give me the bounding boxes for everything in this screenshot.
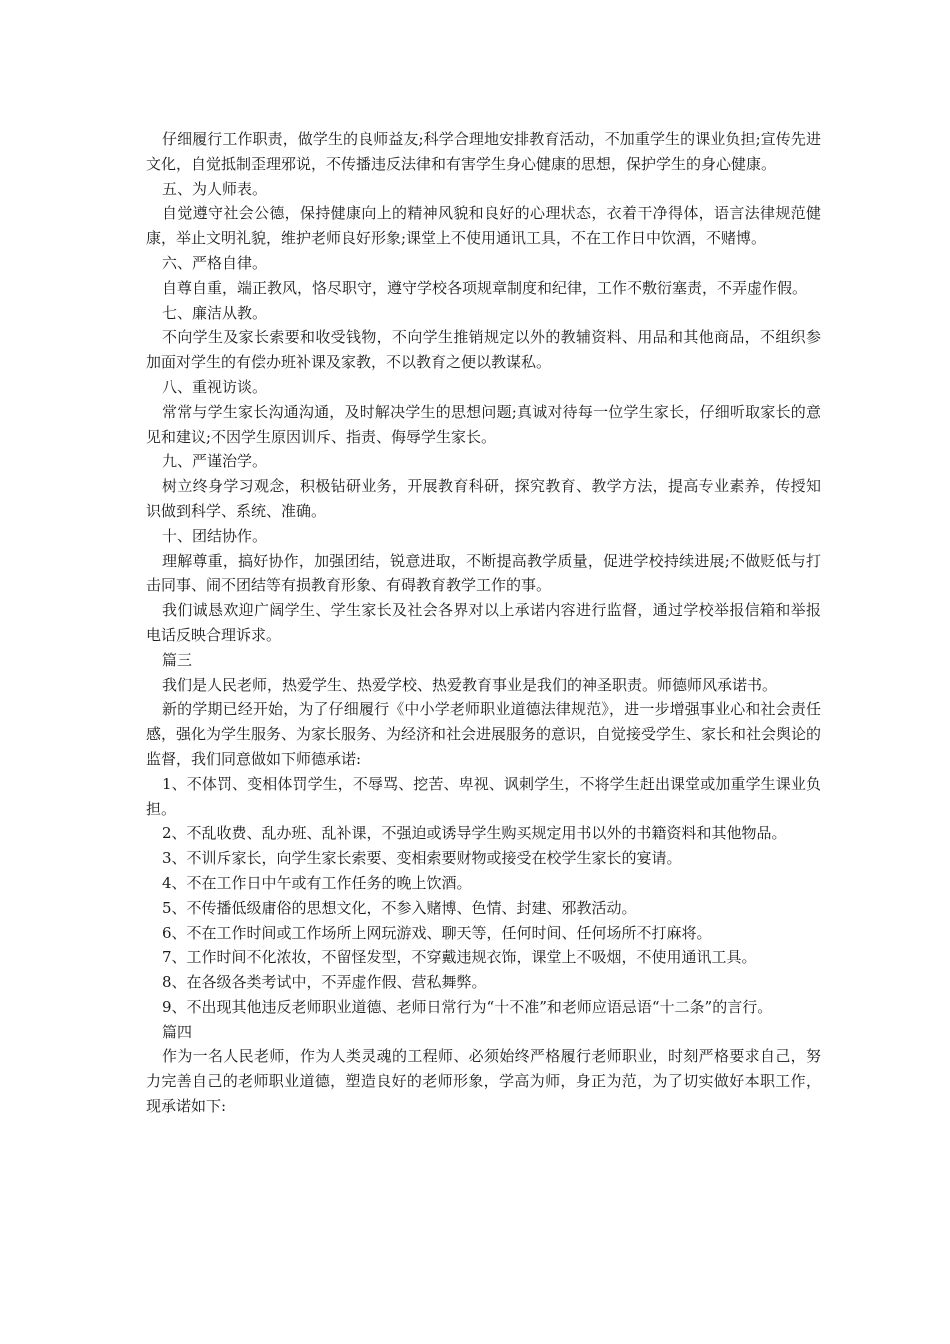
heading-8: 八、重视访谈。	[162, 377, 268, 396]
paragraph-10: 理解尊重，搞好协作，加强团结，锐意进取，不断提高教学质量，促进学校持续进展;不做贬低与打击同事、闹不团结等有损教育形象、有碍教育教学工作的事。	[146, 551, 821, 595]
list-item-1: 1、不体罚、变相体罚学生，不辱骂、挖苦、卑视、讽刺学生，不将学生赶出课堂或加重学生课业负担。	[146, 774, 821, 818]
paragraph-commitment-3: 新的学期已经开始，为了仔细履行《中小学老师职业道德法律规范》，进一步增强事业心和社会责任感，强化为学生服务、为家长服务、为经济和社会进展服务的意识，自觉接受学生、家长和社会舆论的监督，我们同意做如下师德承诺:	[146, 700, 822, 768]
heading-10: 十、团结协作。	[162, 526, 268, 545]
heading-7: 七、廉洁从教。	[162, 303, 268, 322]
paragraph-supervision: 我们诚恳欢迎广阔学生、学生家长及社会各界对以上承诺内容进行监督，通过学校举报信箱和举报电话反映合理诉求。	[146, 601, 821, 644]
list-item-5: 5、不传播低级庸俗的思想文化，不参入赌博、色情、封建、邪教活动。	[162, 898, 637, 917]
list-item-8: 8、在各级各类考试中，不弄虚作假、营私舞弊。	[162, 973, 487, 992]
heading-5: 五、为人师表。	[162, 179, 268, 198]
heading-6: 六、严格自律。	[162, 253, 268, 272]
paragraph-intro-3: 我们是人民老师，热爱学生、热爱学校、热爱教育事业是我们的神圣职责。师德师风承诺书。	[162, 675, 778, 694]
section-heading-4: 篇四	[162, 1022, 193, 1041]
list-item-7: 7、工作时间不化浓妆，不留怪发型，不穿戴违规衣饰，课堂上不吸烟，不使用通讯工具。	[162, 948, 757, 967]
paragraph-7: 不向学生及家长索要和收受钱物，不向学生推销规定以外的教辅资料、用品和其他商品，不组织参加面对学生的有偿办班补课及家教，不以教育之便以教谋私。	[146, 328, 821, 372]
paragraph-5: 自觉遵守社会公德，保持健康向上的精神风貌和良好的心理状态，衣着干净得体，语言法律规范健康，举止文明礼貌，维护老师良好形象;课堂上不使用通讯工具，不在工作日中饮酒，不赌博。	[146, 204, 821, 248]
document-body	[146, 127, 821, 1119]
paragraph-intro-4: 作为一名人民老师，作为人类灵魂的工程师、必须始终严格履行老师职业，时刻严格要求自己，努力完善自己的老师职业道德，塑造良好的老师形象，学高为师，身正为范，为了切实做好本职工作， 现承诺如下:	[146, 1047, 821, 1116]
section-heading-3: 篇三	[162, 650, 193, 669]
list-item-9: 9、不出现其他违反老师职业道德、老师日常行为“十不准”和老师应语忌语“十二条”的言行。	[162, 997, 773, 1016]
paragraph-duties: 仔细履行工作职责，做学生的良师益友;科学合理地安排教育活动，不加重学生的课业负担;宣传先进文化，自觉抵制歪理邪说，不传播违反法律和有害学生身心健康的思想，保护学生的身心健康。	[146, 130, 821, 173]
paragraph-8: 常常与学生家长沟通沟通，及时解决学生的思想问题;真诚对待每一位学生家长，仔细听取家长的意见和建议;不因学生原因训斥、指责、侮辱学生家长。	[146, 402, 821, 446]
list-item-4: 4、不在工作日中午或有工作任务的晚上饮酒。	[162, 873, 472, 892]
list-item-2: 2、不乱收费、乱办班、乱补课，不强迫或诱导学生购买规定用书以外的书籍资料和其他物品。	[162, 824, 787, 843]
list-item-3: 3、不训斥家长，向学生家长索要、变相索要财物或接受在校学生家长的宴请。	[162, 849, 682, 868]
list-item-6: 6、不在工作时间或工作场所上网玩游戏、聊天等，任何时间、任何场所不打麻将。	[162, 923, 712, 942]
paragraph-6: 自尊自重，端正教风，恪尽职守，遵守学校各项规章制度和纪律，工作不敷衍塞责，不弄虚作假。	[162, 278, 808, 297]
paragraph-9: 树立终身学习观念，积极钻研业务，开展教育科研，探究教育、教学方法，提高专业素养，传授知识做到科学、系统、准确。	[146, 477, 821, 520]
heading-9: 九、严谨治学。	[162, 452, 268, 471]
